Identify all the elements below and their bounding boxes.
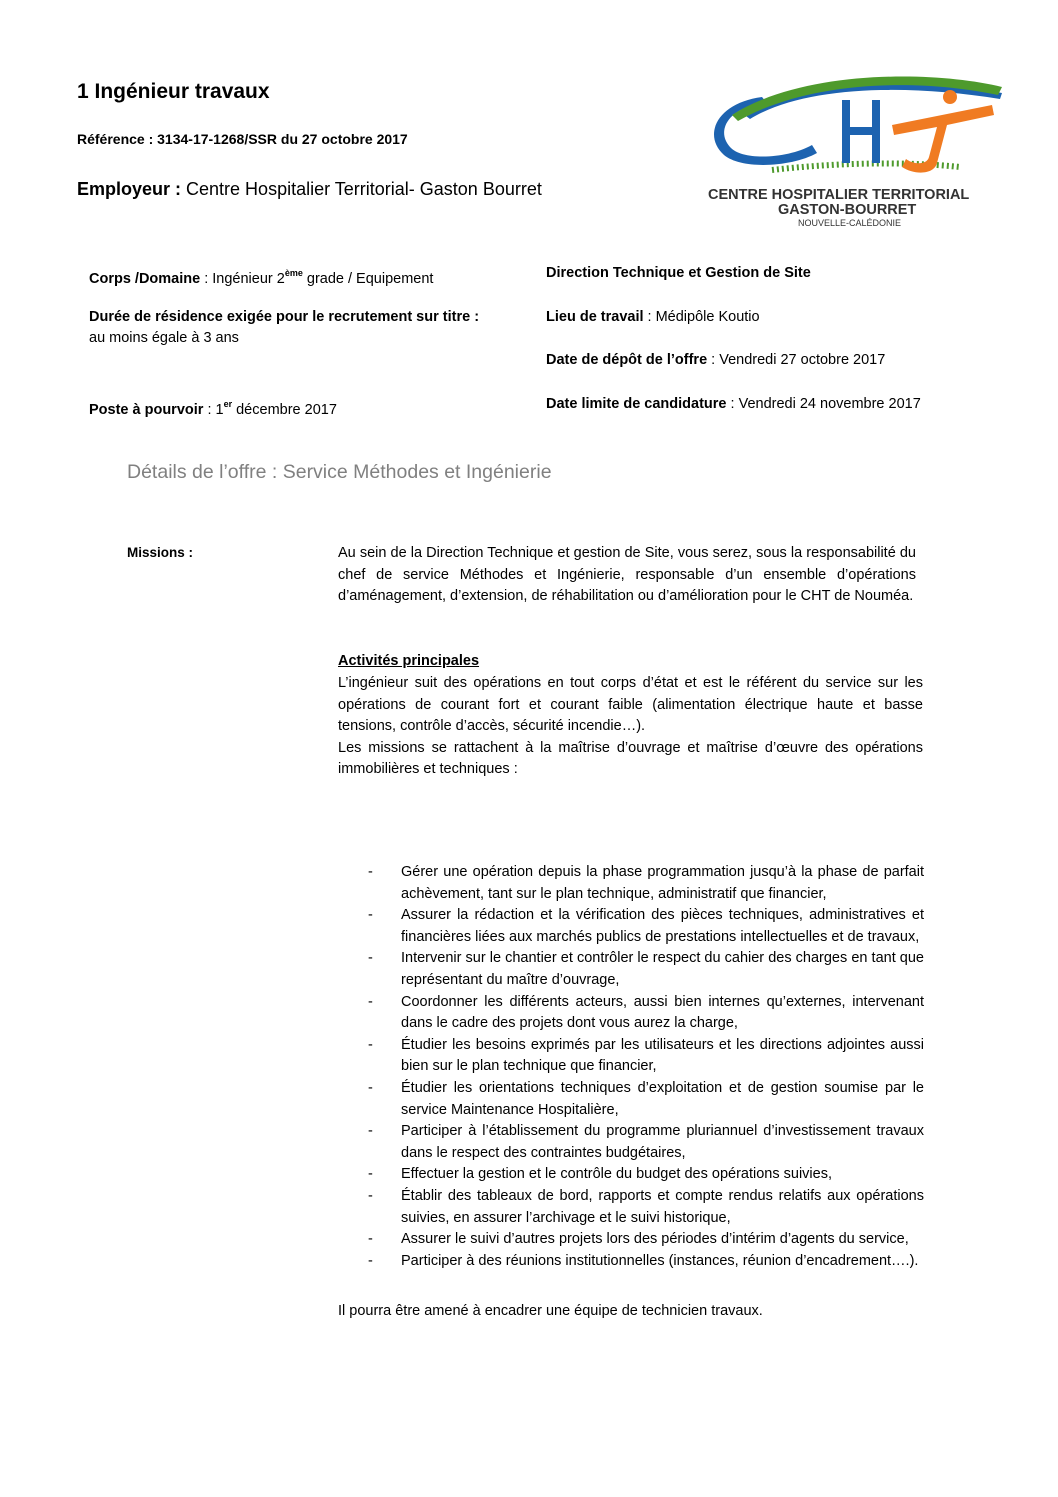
list-item	[338, 1121, 924, 1164]
list-item	[338, 1251, 924, 1273]
logo-letter-t	[892, 105, 994, 173]
duree-value: au moins égale à 3 ans	[89, 330, 239, 346]
bullet-dash: -	[368, 1166, 373, 1183]
duree-label: Durée de résidence exigée pour le recrutement sur titre	[89, 309, 471, 325]
lieu-label: Lieu de travail	[546, 309, 644, 325]
list-item	[338, 1078, 924, 1121]
bullet-dash: -	[368, 864, 373, 880]
closing-text: Il pourra être amené à encadrer une équipe de technicien travaux.	[338, 1303, 763, 1319]
poste-sup: er	[223, 399, 233, 409]
bullet-dash: -	[368, 950, 373, 967]
depot-value: : Vendredi 27 octobre 2017	[707, 352, 886, 368]
page-title: 1 Ingénieur travaux	[77, 80, 270, 103]
cht-logo	[702, 75, 1017, 230]
depot-label: Date de dépôt de l’offre	[546, 352, 708, 368]
field-duree	[89, 307, 479, 349]
logo-line1: CENTRE HOSPITALIER TERRITORIAL	[708, 187, 970, 203]
limite-label: Date limite de candidature	[546, 396, 727, 412]
bullet-dash: -	[368, 1079, 373, 1096]
corps-value: : Ingénieur 2	[200, 271, 285, 287]
employer-label: Employeur :	[77, 179, 182, 199]
bullet-dash: -	[368, 1123, 373, 1140]
activities-title: Activités principales	[338, 653, 480, 669]
field-poste	[89, 394, 337, 421]
list-item-text: Participer à l’établissement du programme pluriannuel d’investissement travaux dans le respect des contraintes budgétaires,	[401, 1123, 924, 1161]
employer	[77, 179, 542, 200]
list-item	[338, 1186, 924, 1229]
list-item-text: Gérer une opération depuis la phase programmation jusqu’à la phase de parfait achèvement, tant sur le plan technique, administratif que financier,	[401, 864, 924, 902]
list-item	[338, 1229, 924, 1251]
bullet-dash: -	[368, 1187, 373, 1204]
lieu-value: : Médipôle Koutio	[643, 309, 760, 325]
list-item	[338, 905, 924, 948]
field-depot	[546, 350, 885, 371]
logo-line3: NOUVELLE-CALÉDONIE	[798, 218, 902, 228]
details-heading: Détails de l’offre : Service Méthodes et Ingénierie	[127, 461, 552, 483]
field-lieu	[546, 307, 760, 328]
poste-label: Poste à pourvoir	[89, 402, 204, 418]
employer-value: Centre Hospitalier Territorial- Gaston Bourret	[181, 179, 542, 199]
bullet-dash: -	[368, 907, 373, 924]
list-item-text: Assurer la rédaction et la vérification des pièces techniques, administratives et financières liées aux marchés publics de prestations intellectuelles et de travaux,	[401, 907, 924, 945]
list-item	[338, 992, 924, 1035]
activities-list	[338, 862, 924, 1272]
list-item-text: Coordonner les différents acteurs, aussi bien internes qu’externes, intervenant dans le cadre des projets dont vous aurez la charge,	[401, 993, 924, 1032]
poste-value-end: décembre 2017	[232, 402, 337, 418]
field-limite	[546, 394, 921, 415]
bullet-dash: -	[368, 1252, 373, 1269]
logo-letter-h	[842, 100, 880, 163]
list-item-text: Effectuer la gestion et le contrôle du budget des opérations suivies,	[401, 1166, 832, 1183]
activities-paragraph-2: Les missions se rattachent à la maîtrise d’ouvrage et maîtrise d’œuvre des opérations immobilières et techniques :	[338, 739, 923, 778]
limite-value: : Vendredi 24 novembre 2017	[726, 396, 921, 412]
logo-orange-dot	[943, 90, 957, 104]
duree-sep: :	[470, 309, 480, 325]
activities-text	[338, 673, 923, 781]
list-item-text: Étudier les besoins exprimés par les utilisateurs et les directions adjointes aussi bien sur le plan technique que financier,	[401, 1036, 924, 1075]
corps-value-end: grade / Equipement	[302, 271, 434, 287]
list-item-text: Assurer le suivi d’autres projets lors des périodes d’intérim d’agents du service,	[401, 1231, 909, 1248]
list-item	[338, 1164, 924, 1186]
direction-label: Direction Technique et Gestion de Site	[546, 265, 811, 281]
missions-label: Missions :	[127, 545, 194, 560]
list-item-text: Étudier les orientations techniques d’exploitation et de gestion soumise par le service Maintenance Hospitalière,	[401, 1079, 924, 1118]
reference: Référence : 3134-17-1268/SSR du 27 octobre 2017	[77, 131, 408, 147]
list-item-text: Participer à des réunions institutionnelles (instances, réunion d’encadrement….).	[401, 1252, 919, 1269]
bullet-dash: -	[368, 1231, 373, 1248]
corps-label: Corps /Domaine	[89, 271, 201, 287]
list-item-text: Établir des tableaux de bord, rapports et compte rendus relatifs aux opérations suivies, en assurer l’archivage et le suivi historique,	[401, 1187, 924, 1226]
list-item	[338, 948, 924, 991]
logo-line2: GASTON-BOURRET	[778, 202, 917, 218]
field-corps	[89, 263, 433, 290]
poste-value: : 1	[203, 402, 224, 418]
activities-paragraph-1: L’ingénieur suit des opérations en tout corps d’état et est le référent du service sur les opérations de courant fort et courant faible (alimentation électrique haute et basse tensions, contrôle d’accès, sécurité incendie…).	[338, 675, 923, 735]
list-item	[338, 1035, 924, 1078]
corps-sup: ème	[284, 268, 303, 278]
bullet-dash: -	[368, 993, 373, 1010]
list-item-text: Intervenir sur le chantier et contrôler le respect du cahier des charges en tant que représentant du maître d’ouvrage,	[401, 950, 924, 988]
list-item	[338, 862, 924, 905]
bullet-dash: -	[368, 1036, 373, 1053]
missions-intro: Au sein de la Direction Technique et gestion de Site, vous serez, sous la responsabilité du chef de service Méthodes et Ingénierie, responsable d’un ensemble d’opérations d’aménagement, d’extension, de réhabilitation ou d’amélioration pour le CHT de Nouméa.	[338, 545, 916, 605]
field-direction	[546, 263, 811, 284]
